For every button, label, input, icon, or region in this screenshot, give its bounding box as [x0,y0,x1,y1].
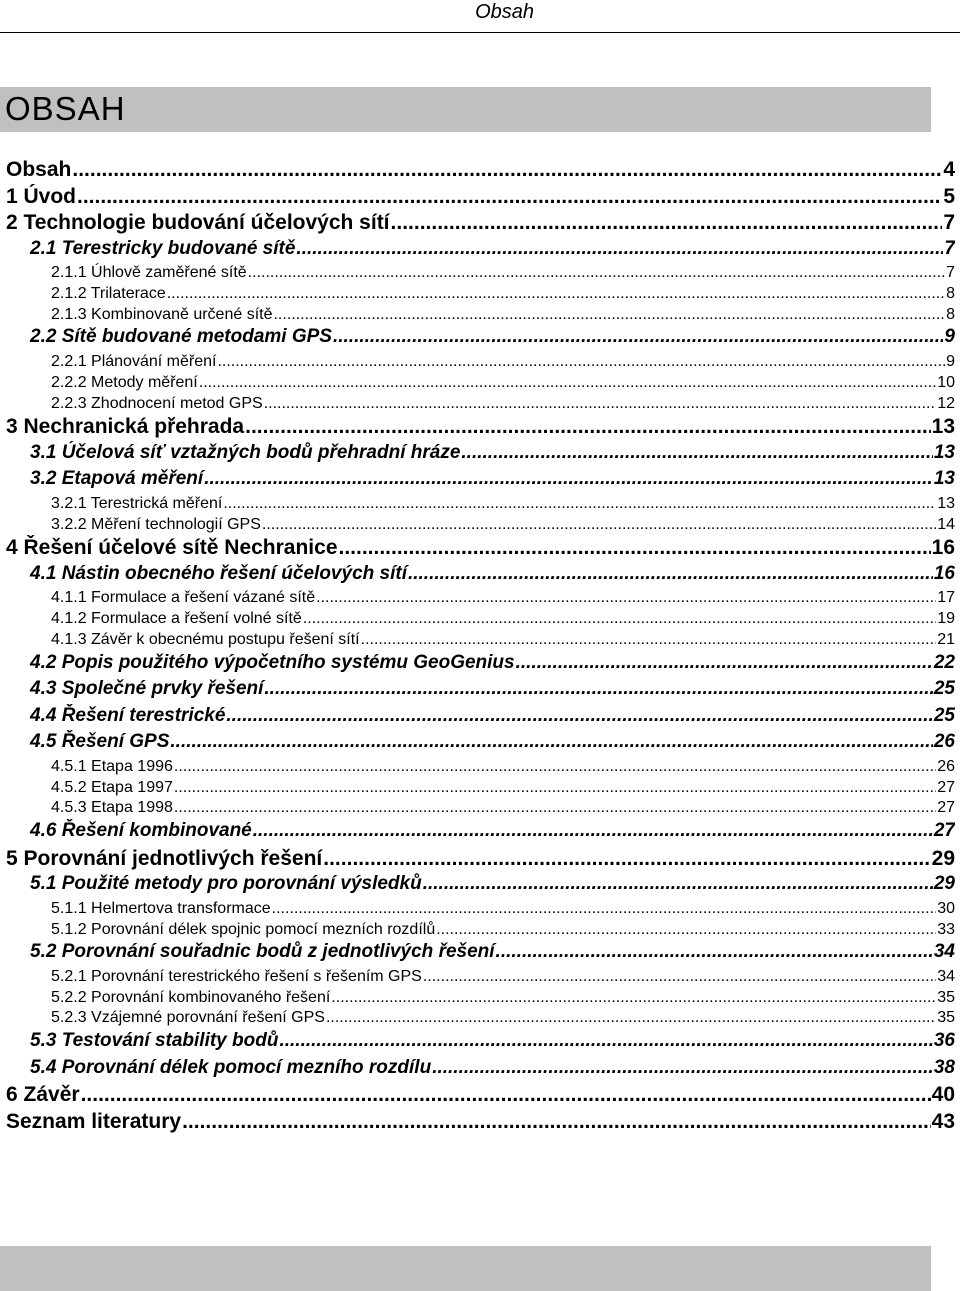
toc-entry-label: 2.2 Sítě budované metodami GPS [30,326,332,348]
toc-entry[interactable] [0,284,955,304]
toc-entry[interactable] [0,846,955,872]
toc-entry[interactable] [0,394,955,414]
toc-entry-page: 13 [931,415,955,439]
toc-dot-leader [423,872,933,896]
toc-entry-page: 8 [946,284,955,302]
toc-entry[interactable] [0,414,955,440]
toc-entry[interactable] [0,305,955,325]
toc-entry[interactable] [0,704,955,728]
toc-entry-label: 5.1 Použité metody pro porovnání výsledků [30,873,422,895]
toc-entry-page: 25 [933,704,955,726]
toc-dot-leader [199,373,936,393]
toc-entry-label: 2.2.1 Plánování měření [51,352,217,370]
toc-entry[interactable] [0,210,955,236]
toc-entry-label: 2.1.2 Trilaterace [51,284,166,302]
toc-dot-leader [217,352,945,372]
toc-entry-label: 3 Nechranická přehrada [6,415,245,439]
toc-dot-leader [248,263,945,283]
toc-entry-label: 5.4 Porovnání délek pomocí mezního rozdílu [30,1056,432,1078]
toc-entry-label: 2.2.2 Metody měření [51,373,198,391]
toc-entry[interactable] [0,1029,955,1053]
toc-dot-leader [408,562,933,586]
toc-dot-leader [174,757,936,777]
toc-entry[interactable] [0,940,955,964]
toc-entry[interactable] [0,373,955,393]
toc-entry[interactable] [0,677,955,701]
toc-entry[interactable] [0,630,955,650]
toc-entry-page: 19 [937,610,955,628]
toc-entry-page: 26 [933,731,955,753]
toc-dot-leader [77,184,942,210]
running-header [298,0,534,24]
running-header-text: Obsah [475,1,534,23]
toc-dot-leader [296,237,943,261]
toc-entry-page: 13 [933,468,955,490]
toc-entry-page: 10 [937,373,955,391]
toc-dot-leader [174,798,936,818]
toc-entry[interactable] [0,157,955,183]
toc-entry-label: 4.5.1 Etapa 1996 [51,757,173,775]
toc-entry[interactable] [0,263,955,283]
toc-entry[interactable] [0,1008,955,1028]
toc-entry[interactable] [0,325,955,349]
toc-entry-page: 43 [931,1109,955,1133]
toc-entry-page: 35 [937,1009,955,1027]
toc-entry-label: 5.2.1 Porovnání terestrického řešení s řešením GPS [51,967,422,985]
toc-entry-label: Obsah [6,158,72,181]
toc-dot-leader [167,284,945,304]
title-band [0,87,931,132]
toc-entry-page: 27 [937,778,955,796]
toc-entry-label: 4.4 Řešení terestrické [30,704,226,726]
toc-dot-leader [262,515,936,535]
toc-dot-leader [423,967,936,987]
toc-entry-page: 27 [937,799,955,817]
toc-entry-page: 21 [937,631,955,648]
toc-entry-page: 4 [943,158,955,181]
toc-dot-leader [72,157,942,183]
toc-dot-leader [272,899,937,919]
toc-entry[interactable] [0,1082,955,1108]
toc-entry[interactable] [0,757,955,777]
toc-entry-label: 5.1.1 Helmertova transformace [51,899,271,917]
toc-entry[interactable] [0,651,955,675]
toc-entry[interactable] [0,237,955,261]
toc-entry-label: Seznam literatury [6,1109,182,1133]
toc-entry[interactable] [0,441,955,465]
toc-entry-label: 4 Řešení účelové sítě Nechranice [6,536,338,560]
toc-dot-leader [496,940,933,964]
toc-entry-page: 36 [933,1030,955,1052]
toc-entry-page: 35 [937,988,955,1006]
toc-entry-label: 5.2 Porovnání souřadnic bodů z jednotlivých řešení [30,941,495,963]
toc-entry-page: 25 [933,678,955,700]
toc-entry-page: 13 [933,441,955,463]
toc-entry-page: 26 [937,757,955,775]
toc-entry[interactable] [0,920,955,940]
toc-dot-leader [279,1029,932,1053]
toc-entry[interactable] [0,730,955,754]
toc-dot-leader [245,414,931,440]
toc-entry-page: 5 [943,184,955,208]
toc-dot-leader [432,1056,933,1080]
toc-entry[interactable] [0,467,955,491]
toc-dot-leader [361,630,937,650]
toc-entry-label: 3.2.2 Měření technologií GPS [51,515,261,533]
toc-entry-label: 4.1.3 Závěr k obecnému postupu řešení sítí [51,631,360,648]
toc-entry-page: 30 [937,899,955,917]
toc-entry-label: 4.6 Řešení kombinované [30,820,252,842]
toc-entry-label: 4.1 Nástin obecného řešení účelových sítí [30,562,407,584]
toc-dot-leader [339,535,931,561]
toc-entry[interactable] [0,1056,955,1080]
toc-entry-page: 16 [933,562,955,584]
toc-dot-leader [204,467,933,491]
toc-entry[interactable] [0,609,955,629]
toc-dot-leader [326,1008,936,1028]
toc-entry-page: 29 [931,846,955,870]
toc-entry-label: 2.1.1 Úhlově zaměřené sítě [51,264,247,281]
toc-entry-label: 4.5 Řešení GPS [30,731,170,753]
toc-entry-page: 34 [933,941,955,963]
toc-entry[interactable] [0,778,955,798]
toc-entry-label: 1 Úvod [6,184,77,208]
toc-entry-page: 7 [944,237,955,259]
toc-dot-leader [316,588,936,608]
toc-entry-label: 2.2.3 Zhodnocení metod GPS [51,394,263,412]
toc-entry[interactable] [0,819,955,843]
toc-entry[interactable] [0,515,955,535]
toc-entry-label: 2.1.3 Kombinovaně určené sítě [51,305,273,323]
toc-entry-page: 8 [946,305,955,323]
toc-entry-page: 34 [937,967,955,985]
toc-entry-label: 3.2 Etapová měření [30,468,204,490]
toc-entry-page: 7 [943,211,955,234]
toc-entry-page: 9 [946,352,955,370]
toc-dot-leader [391,210,943,236]
toc-entry-page: 14 [937,515,955,533]
toc-dot-leader [264,677,932,701]
toc-entry[interactable] [0,535,955,561]
page-title: OBSAH [5,90,126,127]
toc-entry-label: 5.2.2 Porovnání kombinovaného řešení [51,988,331,1006]
toc-dot-leader [303,609,936,629]
toc-entry-label: 6 Závěr [6,1083,80,1107]
toc-dot-leader [223,494,936,514]
toc-dot-leader [273,305,945,325]
toc-entry[interactable] [0,872,955,896]
toc-dot-leader [253,819,933,843]
toc-entry-label: 5.2.3 Vzájemné porovnání řešení GPS [51,1009,325,1027]
toc-entry-page: 7 [946,264,955,281]
toc-entry[interactable] [0,899,955,919]
toc-dot-leader [436,920,936,940]
toc-entry[interactable] [0,967,955,987]
toc-dot-leader [516,651,933,675]
toc-entry-label: 2.1 Terestricky budované sítě [30,237,296,259]
toc-entry-label: 5.1.2 Porovnání délek spojnic pomocí mezních rozdílů [51,920,436,938]
toc-entry-label: 5.3 Testování stability bodů [30,1030,279,1052]
toc-dot-leader [182,1109,931,1135]
toc-entry[interactable] [0,562,955,586]
toc-entry-page: 13 [937,494,955,512]
toc-dot-leader [461,441,932,465]
toc-entry-page: 33 [937,920,955,938]
toc-entry-label: 4.5.3 Etapa 1998 [51,799,173,817]
toc-entry[interactable] [0,798,955,818]
toc-entry-page: 16 [931,536,955,560]
toc-dot-leader [331,988,936,1008]
toc-entry-label: 4.2 Popis použitého výpočetního systému GeoGenius [30,651,515,673]
toc-entry-page: 38 [933,1056,955,1078]
toc-dot-leader [170,730,932,754]
toc-entry[interactable] [0,988,955,1008]
toc-entry-page: 40 [931,1083,955,1107]
toc-entry-label: 5 Porovnání jednotlivých řešení [6,846,323,870]
toc-entry[interactable] [0,352,955,372]
toc-dot-leader [323,846,930,872]
toc-entry-page: 9 [944,326,955,348]
toc-entry-label: 4.5.2 Etapa 1997 [51,778,173,796]
toc-entry-label: 4.3 Společné prvky řešení [30,678,264,700]
toc-dot-leader [174,778,936,798]
toc-entry-page: 12 [937,394,955,412]
toc-entry-label: 3.1 Účelová síť vztažných bodů přehradní hráze [30,441,461,463]
header-rule [0,32,960,33]
footer-band [0,1246,931,1291]
toc-entry-label: 4.1.1 Formulace a řešení vázané sítě [51,589,316,607]
toc-entry-page: 29 [933,873,955,895]
toc-dot-leader [264,394,937,414]
toc-dot-leader [333,325,943,349]
toc-entry-label: 2 Technologie budování účelových sítí [6,211,390,234]
toc-entry-page: 27 [933,820,955,842]
toc-entry[interactable] [0,1109,955,1135]
toc-entry-label: 4.1.2 Formulace a řešení volné sítě [51,610,302,628]
toc-dot-leader [226,704,932,728]
toc-entry-label: 3.2.1 Terestrická měření [51,494,223,512]
toc-entry[interactable] [0,494,955,514]
toc-entry[interactable] [0,588,955,608]
toc-entry[interactable] [0,184,955,210]
toc-entry-page: 17 [937,589,955,607]
toc-entry-page: 22 [933,651,955,673]
toc-dot-leader [81,1082,931,1108]
